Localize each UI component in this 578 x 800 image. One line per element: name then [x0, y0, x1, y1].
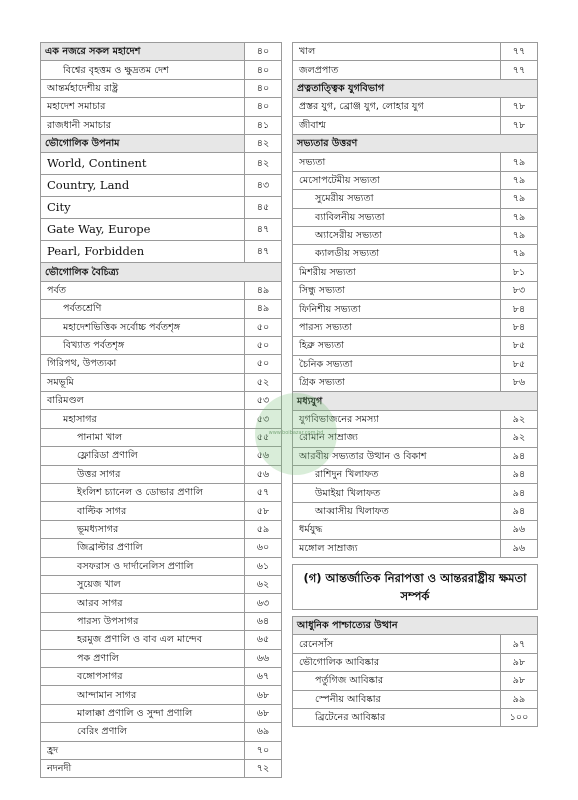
toc-page-number: ৬৪: [245, 612, 282, 630]
toc-entry-title: আরবীয় সভ্যতার উত্থান ও বিকাশ: [293, 447, 501, 465]
toc-entry: [293, 337, 538, 355]
toc-page-number: ৭০: [245, 741, 282, 759]
toc-entry: [41, 649, 282, 667]
toc-entry: [293, 171, 538, 189]
toc-entry-title: প্রস্তর যুগ, ব্রোঞ্জ যুগ, লোহার যুগ: [293, 98, 501, 116]
toc-page-number: ৯৯: [501, 690, 538, 708]
toc-right-column: [292, 42, 538, 727]
section-heading-text: ভৌগোলিক উপনাম: [41, 134, 245, 152]
toc-page-number: ৯২: [501, 429, 538, 447]
toc-page-number: ৮৫: [501, 337, 538, 355]
toc-entry-title: রাশিদুন খিলাফত: [293, 465, 501, 483]
toc-entry: [293, 429, 538, 447]
toc-entry-title: বঙ্গোপসাগর: [41, 667, 245, 685]
toc-page-number: ৯৬: [501, 539, 538, 557]
toc-right-table: [292, 42, 538, 727]
toc-entry: [41, 465, 282, 483]
toc-page-number: ৮৪: [501, 318, 538, 336]
toc-entry-title: পানামা খাল: [41, 428, 245, 446]
toc-page-number: ৪৭: [245, 241, 282, 263]
toc-page-number: ৭২: [245, 759, 282, 777]
toc-page-number: ৭৯: [501, 190, 538, 208]
toc-entry-title: City: [41, 197, 245, 219]
toc-entry-title: ভৌগোলিক আবিষ্কার: [293, 653, 501, 671]
toc-entry: [41, 667, 282, 685]
toc-entry-title: পারস্য উপসাগর: [41, 612, 245, 630]
toc-entry-title: জলপ্রপাত: [293, 61, 501, 79]
toc-entry: [41, 373, 282, 391]
section-heading-text: মধ্যযুগ: [293, 392, 538, 410]
toc-entry-title: বেরিং প্রণালি: [41, 723, 245, 741]
toc-page-number: ১০০: [501, 708, 538, 726]
toc-page-number: ৭৯: [501, 208, 538, 226]
toc-entry: [41, 557, 282, 575]
toc-entry-title: পক প্রণালি: [41, 649, 245, 667]
toc-entry-title: পর্বত: [41, 281, 245, 299]
toc-page-number: ৪২: [245, 134, 282, 152]
toc-entry-title: মহাসাগর: [41, 410, 245, 428]
toc-entry: [293, 502, 538, 520]
toc-entry: [41, 686, 282, 704]
part-heading-text: (গ) আন্তর্জাতিক নিরাপত্তা ও আন্তররাষ্ট্রীয় ক্ষমতা সম্পর্ক: [293, 564, 538, 609]
toc-entry: [41, 355, 282, 373]
toc-entry: [41, 197, 282, 219]
toc-page-number: ৪৯: [245, 281, 282, 299]
toc-page-number: ৯৮: [501, 672, 538, 690]
toc-page-number: ৫৫: [245, 428, 282, 446]
toc-entry: [293, 98, 538, 116]
toc-page-number: ৯৭: [501, 635, 538, 653]
toc-entry: [293, 708, 538, 726]
toc-page-number: ৬৫: [245, 631, 282, 649]
toc-page-number: ৭৮: [501, 116, 538, 134]
toc-entry-title: হ্রদ: [41, 741, 245, 759]
toc-entry-title: Country, Land: [41, 175, 245, 197]
toc-entry-title: রোমান সাম্রাজ্য: [293, 429, 501, 447]
toc-page-number: ৬৯: [245, 723, 282, 741]
toc-entry-title: পর্তুগিজ আবিষ্কার: [293, 672, 501, 690]
toc-page-number: ৪০: [245, 79, 282, 97]
toc-entry-title: ব্রিটেনের আবিষ্কার: [293, 708, 501, 726]
toc-entry-title: Pearl, Forbidden: [41, 241, 245, 263]
toc-entry: [41, 447, 282, 465]
toc-page-number: ৫২: [245, 373, 282, 391]
toc-page-number: ৮৩: [501, 282, 538, 300]
toc-entry-title: মঙ্গোল সাম্রাজ্য: [293, 539, 501, 557]
toc-entry: [41, 594, 282, 612]
toc-entry-title: ফিনিশীয় সভ্যতা: [293, 300, 501, 318]
toc-entry: [41, 79, 282, 97]
toc-section-heading: [41, 263, 282, 281]
toc-entry: [293, 484, 538, 502]
toc-page-number: ৫০: [245, 318, 282, 336]
toc-entry-title: পর্বতশ্রেণি: [41, 300, 245, 318]
toc-spacer: [293, 609, 538, 616]
toc-entry: [293, 355, 538, 373]
toc-entry-title: রাজধানী সমাচার: [41, 116, 245, 134]
toc-page-number: ৮৬: [501, 374, 538, 392]
toc-page-number: ৯৬: [501, 521, 538, 539]
toc-entry-title: খাল: [293, 43, 501, 61]
toc-page-number: ৭৮: [501, 98, 538, 116]
toc-entry: [41, 612, 282, 630]
toc-entry-title: মিশরীয় সভ্যতা: [293, 263, 501, 281]
toc-entry-title: পারস্য সভ্যতা: [293, 318, 501, 336]
toc-page-number: ৪০: [245, 61, 282, 79]
toc-entry: [41, 759, 282, 777]
toc-page-number: ৯৪: [501, 484, 538, 502]
toc-entry-title: নদনদী: [41, 759, 245, 777]
toc-page-number: ৪১: [245, 116, 282, 134]
toc-page-number: ৫৬: [245, 465, 282, 483]
toc-entry: [41, 484, 282, 502]
toc-entry: [293, 43, 538, 61]
toc-page-number: ৬৭: [245, 667, 282, 685]
toc-entry-title: যুগবিভাজনের সমস্যা: [293, 410, 501, 428]
toc-entry-title: মহাদেশ সমাচার: [41, 98, 245, 116]
toc-entry-title: সুমেরীয় সভ্যতা: [293, 190, 501, 208]
toc-entry-title: ভূমধ্যসাগর: [41, 520, 245, 538]
toc-entry: [41, 300, 282, 318]
toc-page-number: ৪৫: [245, 197, 282, 219]
toc-entry: [41, 116, 282, 134]
toc-page-number: ৫৮: [245, 502, 282, 520]
toc-page-number: ৭৭: [501, 61, 538, 79]
toc-page-number: ৫৬: [245, 447, 282, 465]
toc-left-table: [40, 42, 282, 778]
toc-page-number: ৫০: [245, 355, 282, 373]
toc-page-number: ৪৭: [245, 219, 282, 241]
toc-page-number: ৭৯: [501, 226, 538, 244]
toc-entry: [293, 653, 538, 671]
toc-page-number: ৬২: [245, 575, 282, 593]
toc-entry: [41, 575, 282, 593]
toc-entry-title: World, Continent: [41, 153, 245, 175]
toc-section-heading: [293, 616, 538, 634]
toc-entry: [293, 190, 538, 208]
section-heading-text: আধুনিক পাশ্চাত্যের উত্থান: [293, 616, 538, 634]
toc-entry-title: অ্যাসেরীয় সভ্যতা: [293, 226, 501, 244]
toc-entry-title: চৈনিক সভ্যতা: [293, 355, 501, 373]
toc-page-number: ৮৪: [501, 300, 538, 318]
toc-entry: [41, 175, 282, 197]
toc-page-number: ৬০: [245, 539, 282, 557]
toc-entry-title: মালাক্কা প্রণালি ও সুন্দা প্রণালি: [41, 704, 245, 722]
toc-entry: [293, 245, 538, 263]
toc-entry: [41, 392, 282, 410]
toc-entry-title: সুয়েজ খাল: [41, 575, 245, 593]
toc-page-number: ৯৪: [501, 465, 538, 483]
toc-page-number: ৭৯: [501, 171, 538, 189]
toc-page-number: ৭৯: [501, 153, 538, 171]
toc-entry-title: জীবাশ্ম: [293, 116, 501, 134]
toc-entry: [293, 690, 538, 708]
toc-section-heading: [41, 134, 282, 152]
toc-entry-title: সমভূমি: [41, 373, 245, 391]
toc-page-number: ৪৯: [245, 300, 282, 318]
toc-entry-title: বাল্টিক সাগর: [41, 502, 245, 520]
toc-page-number: ৫৩: [245, 392, 282, 410]
spacer-cell: [293, 609, 538, 616]
toc-entry: [41, 153, 282, 175]
toc-entry: [41, 61, 282, 79]
toc-entry: [41, 98, 282, 116]
toc-page-number: ৯৪: [501, 447, 538, 465]
toc-page-number: ৫৩: [245, 410, 282, 428]
toc-entry: [41, 219, 282, 241]
toc-entry-title: রেনেসাঁস: [293, 635, 501, 653]
toc-entry-title: মেসোপটেমীয় সভ্যতা: [293, 171, 501, 189]
toc-entry: [41, 539, 282, 557]
toc-page-number: ৫৭: [245, 484, 282, 502]
toc-entry-title: জিব্রাল্টার প্রণালি: [41, 539, 245, 557]
toc-entry: [41, 723, 282, 741]
toc-entry: [293, 282, 538, 300]
toc-entry-title: সভ্যতা: [293, 153, 501, 171]
toc-entry-title: স্পেনীয় আবিষ্কার: [293, 690, 501, 708]
toc-entry: [293, 61, 538, 79]
toc-page-number: ৪৩: [245, 175, 282, 197]
toc-entry: [293, 521, 538, 539]
toc-page-number: ৬১: [245, 557, 282, 575]
toc-entry: [293, 539, 538, 557]
toc-entry-title: হিব্রু সভ্যতা: [293, 337, 501, 355]
toc-entry-title: ব্যাবিলনীয় সভ্যতা: [293, 208, 501, 226]
toc-entry-title: বারিমণ্ডল: [41, 392, 245, 410]
toc-section-heading: [293, 392, 538, 410]
toc-entry-title: ক্যালডীয় সভ্যতা: [293, 245, 501, 263]
toc-entry-title: আন্দামান সাগর: [41, 686, 245, 704]
toc-section-heading: [41, 43, 282, 61]
toc-entry-title: আব্বাসীয় খিলাফত: [293, 502, 501, 520]
toc-entry: [293, 672, 538, 690]
toc-page-number: ৮১: [501, 263, 538, 281]
toc-entry: [293, 300, 538, 318]
toc-entry: [293, 374, 538, 392]
toc-entry-title: আন্তর্মহাদেশীয় রাষ্ট্র: [41, 79, 245, 97]
spacer-cell: [293, 557, 538, 564]
toc-entry-title: আরব সাগর: [41, 594, 245, 612]
toc-entry: [293, 635, 538, 653]
section-heading-text: ভৌগোলিক বৈচিত্র্য: [41, 263, 282, 281]
toc-entry: [41, 410, 282, 428]
toc-entry: [293, 465, 538, 483]
toc-entry: [293, 318, 538, 336]
toc-entry-title: বিখ্যাত পর্বতশৃঙ্গ: [41, 336, 245, 354]
toc-entry: [293, 263, 538, 281]
toc-page-number: ৪০: [245, 43, 282, 61]
toc-page-number: ৬৮: [245, 704, 282, 722]
toc-part-heading: [293, 564, 538, 609]
toc-entry: [41, 502, 282, 520]
toc-entry-title: উমাইয়া খিলাফত: [293, 484, 501, 502]
toc-entry: [41, 281, 282, 299]
toc-page-number: ৯৪: [501, 502, 538, 520]
toc-page-number: ৭৯: [501, 245, 538, 263]
toc-entry: [293, 153, 538, 171]
section-heading-text: এক নজরে সকল মহাদেশ: [41, 43, 245, 61]
toc-page-number: ৬৬: [245, 649, 282, 667]
toc-entry: [293, 447, 538, 465]
toc-entry: [293, 208, 538, 226]
toc-page-number: ৬৮: [245, 686, 282, 704]
toc-page-number: ৭৭: [501, 43, 538, 61]
toc-entry: [41, 520, 282, 538]
toc-entry: [293, 116, 538, 134]
toc-page-number: ৮৫: [501, 355, 538, 373]
toc-entry-title: ফ্লোরিডা প্রণালি: [41, 447, 245, 465]
toc-entry-title: মহাদেশভিত্তিক সর্বোচ্চ পর্বতশৃঙ্গ: [41, 318, 245, 336]
toc-page-number: ৫০: [245, 336, 282, 354]
toc-entry-title: সিন্ধু সভ্যতা: [293, 282, 501, 300]
toc-entry-title: বিশ্বের বৃহত্তম ও ক্ষুদ্রতম দেশ: [41, 61, 245, 79]
toc-page-number: ৪০: [245, 98, 282, 116]
toc-page-number: ৬৩: [245, 594, 282, 612]
toc-entry-title: ইংলিশ চ্যানেল ও ডোভার প্রণালি: [41, 484, 245, 502]
watermark-text: www.boibazar.com.bd: [268, 430, 324, 436]
toc-entry: [41, 336, 282, 354]
toc-entry: [41, 741, 282, 759]
toc-entry-title: ধর্মযুদ্ধ: [293, 521, 501, 539]
toc-entry-title: হরমুজ প্রণালি ও বাব এল মান্দেব: [41, 631, 245, 649]
toc-page-number: ৯২: [501, 410, 538, 428]
toc-section-heading: [293, 79, 538, 97]
toc-entry: [41, 631, 282, 649]
toc-spacer: [293, 557, 538, 564]
toc-entry: [293, 226, 538, 244]
toc-entry: [293, 410, 538, 428]
toc-entry-title: Gate Way, Europe: [41, 219, 245, 241]
section-heading-text: প্রত্নতাত্ত্বিক যুগবিভাগ: [293, 79, 538, 97]
toc-entry-title: বসফরাস ও দার্দানেলিস প্রণালি: [41, 557, 245, 575]
section-heading-text: সভ্যতার উত্তরণ: [293, 134, 538, 152]
toc-entry: [41, 241, 282, 263]
toc-left-column: [40, 42, 282, 778]
toc-entry: [41, 318, 282, 336]
toc-entry-title: উত্তর সাগর: [41, 465, 245, 483]
toc-page-number: ৯৮: [501, 653, 538, 671]
toc-entry-title: গ্রিক সভ্যতা: [293, 374, 501, 392]
toc-entry-title: গিরিপথ, উপত্যকা: [41, 355, 245, 373]
toc-section-heading: [293, 134, 538, 152]
toc-page-number: ৫৯: [245, 520, 282, 538]
toc-entry: [41, 704, 282, 722]
toc-entry: [41, 428, 282, 446]
toc-page-number: ৪২: [245, 153, 282, 175]
